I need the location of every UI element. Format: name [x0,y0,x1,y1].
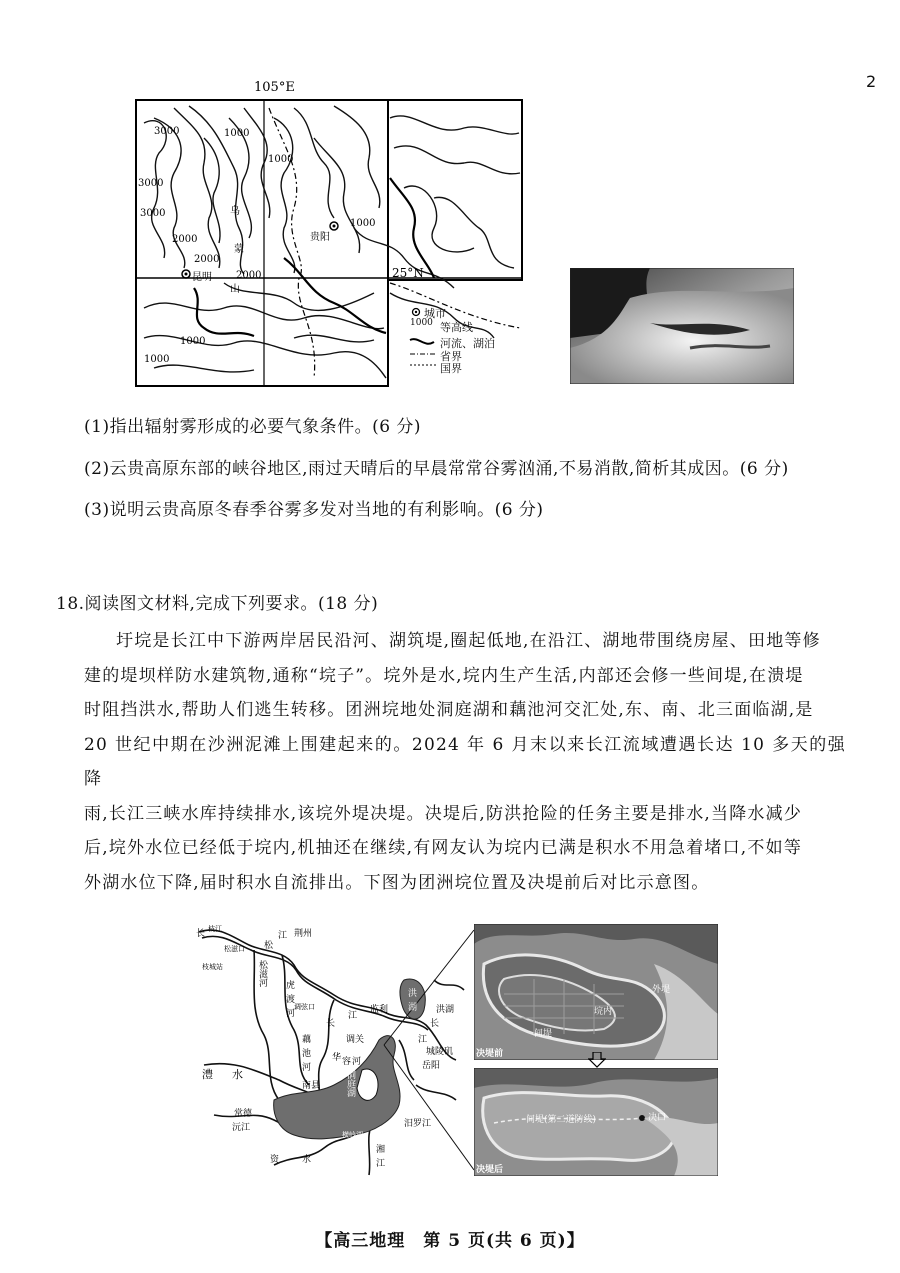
map-label: 资 [270,1155,280,1165]
contour-map-figure [134,78,544,388]
after-label-inner-dike: 间堤(第二道防线) [526,1115,597,1125]
contour-label: 1000 [268,154,294,165]
map-label: 湖 [408,1003,418,1013]
legend-contour: 等高线 [440,321,473,334]
map-label: 汨罗江 [404,1119,432,1129]
map-label: 水 [232,1068,243,1081]
legend-city: 城市 [424,307,446,320]
after-caption: 决堤后 [476,1165,504,1175]
legend-national-border: 国界 [440,362,462,375]
contour-label: 3000 [154,126,180,137]
map-label: 常德 [234,1109,253,1119]
map-label: 华 [332,1053,342,1063]
map-label: 南县 [302,1081,321,1091]
q18-passage-line: 雨,长江三峡水库持续排水,该垸外堤决堤。决堤后,防洪抢险的任务主要是排水,当降水减少 [84,803,803,824]
map-label: 江 [418,1035,428,1045]
map-label: 洪湖 [436,1005,455,1015]
map-label: 横岭湖 [342,1131,363,1139]
map-label: 城陵矶 [426,1047,454,1057]
map-label: 藕 [302,1035,312,1045]
legend-river: 河流、湖泊 [440,337,495,350]
city-label-kunming: 昆明 [192,272,212,283]
legend-contour-sample: 1000 [410,318,433,328]
map-label: 枝城站 [202,963,223,971]
map-label: 调关 [346,1035,365,1045]
legend-province-border: 省界 [440,350,462,363]
after-breach-image [474,1068,718,1176]
map-label: 渡 [286,995,296,1005]
map-label: 池 [302,1049,312,1059]
before-label-inside: 垸内 [594,1007,613,1017]
mountain-name-char: 乌 [230,206,240,217]
map-label: 洞庭湖 [345,1070,355,1097]
valley-fog-photo [570,268,794,384]
q18-passage [84,624,846,900]
contour-label: 1000 [224,128,250,139]
before-label-outer-dike: 外堤 [652,985,671,995]
map-label: 江 [376,1159,386,1169]
map-label: 监利 [370,1005,389,1015]
map-label: 湘 [376,1145,386,1155]
after-label-breach: 决口 [648,1113,667,1123]
map-label: 松滋河 [257,960,267,987]
contour-label: 2000 [236,270,262,281]
before-caption: 决堤前 [476,1049,504,1059]
q17-sub1: (1)指出辐射雾形成的必要气象条件。(6 分) [84,417,422,437]
q18-passage-line: 圩垸是长江中下游两岸居民沿河、湖筑堤,圈起低地,在沿江、湖地带围绕房屋、田地等修 [116,631,821,651]
map-label: 水 [302,1155,312,1165]
map-label: 长 [196,929,206,939]
before-breach-image [474,924,718,1060]
map-label: 长 [430,1019,440,1029]
contour-label: 1000 [144,354,170,365]
map-label: 长 [326,1019,336,1029]
dongting-river-map [194,920,474,1176]
contour-label: 3000 [140,208,166,219]
map-label: 岳阳 [422,1061,441,1071]
q18-passage-line: 20 世纪中期在沙洲泥滩上围建起来的。2024 年 6 月末以来长江流域遭遇长达 10 多天的强降 [84,734,846,789]
before-label-inner-dike: 间堤 [534,1029,553,1039]
map-label: 容 [342,1057,352,1067]
map-label: 江 [348,1011,358,1021]
map-label: 调弦口 [294,1003,315,1011]
q18-passage-line: 后,垸外水位已经低于垸内,机抽还在继续,有网友认为垸内已满是积水不用急着堵口,不如等 [84,838,803,858]
longitude-label: 105°E [254,80,295,95]
map-label: 江 [278,931,288,941]
contour-label: 2000 [194,254,220,265]
mountain-name-char: 蒙 [234,244,244,255]
mountain-name-char: 山 [230,284,240,295]
contour-label: 1000 [350,218,376,229]
map-label: 河 [352,1057,362,1067]
page-corner-mark: 2 [866,72,877,91]
q18-passage-line: 时阻挡洪水,帮助人们逃生转移。团洲垸地处洞庭湖和藕池河交汇处,东、南、北三面临湖,是 [84,700,814,720]
map-label: 虎 [286,981,296,991]
contour-label: 3000 [138,178,164,189]
q18-passage-line: 建的堤坝样防水建筑物,通称“垸子”。垸外是水,垸内生产生活,内部还会修一些间堤,在溃堤 [84,665,804,686]
map-label: 松滋口 [224,945,245,953]
map-label: 枝江 [208,925,222,933]
city-label-guiyang: 贵阳 [310,232,330,243]
q17-sub2: (2)云贵高原东部的峡谷地区,雨过天晴后的早晨常常谷雾汹涌,不易消散,简析其成因。(6 分) [84,459,789,479]
map-label: 河 [302,1063,312,1073]
map-label: 洪 [408,989,418,999]
arrow-down-icon [588,1052,606,1068]
q18-passage-line: 外湖水位下降,届时积水自流排出。下图为团洲垸位置及决堤前后对比示意图。 [84,872,710,893]
q18-title: 18.阅读图文材料,完成下列要求。(18 分) [56,594,379,614]
map-label: 澧 [202,1068,213,1081]
contour-label: 1000 [180,336,206,347]
map-label: 沅江 [232,1123,251,1133]
map-label: 松 [264,941,274,951]
latitude-label: 25°N [392,266,424,280]
map-label: 河 [286,1009,296,1019]
map-label: 荆州 [294,929,313,939]
q17-sub3: (3)说明云贵高原冬春季谷雾多发对当地的有利影响。(6 分) [84,500,544,520]
page-footer: 【高三地理 第 5 页(共 6 页)】 [315,1231,585,1251]
contour-label: 2000 [172,234,198,245]
